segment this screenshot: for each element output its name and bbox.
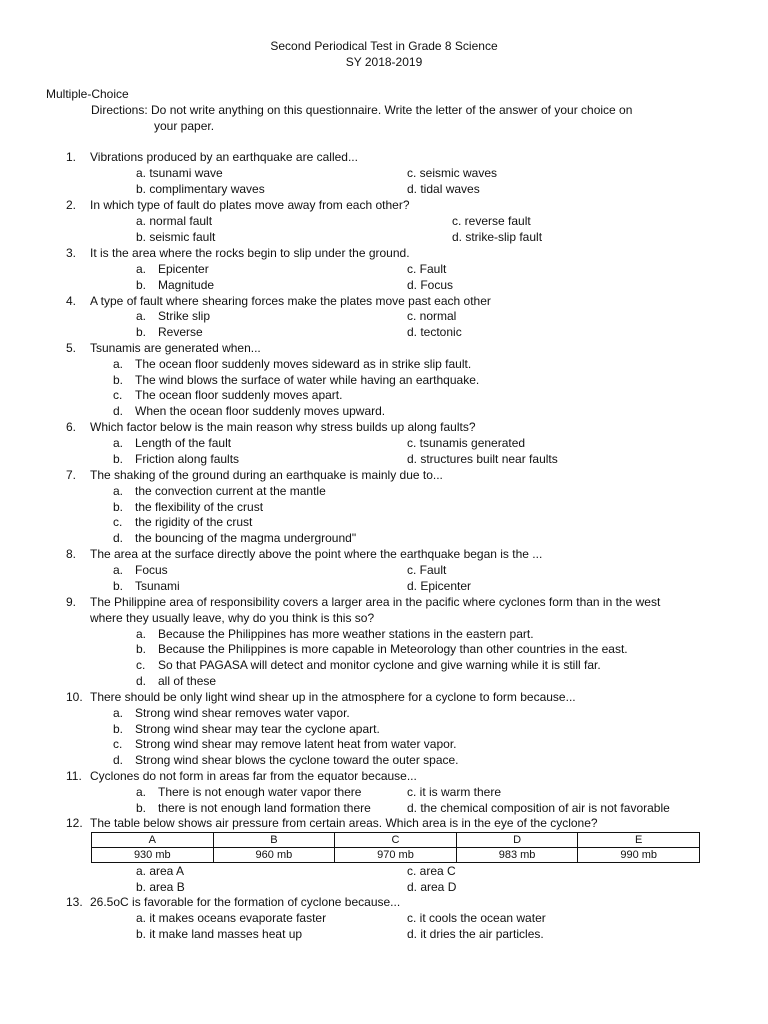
table-cell: 970 mb: [335, 848, 457, 863]
option-text: So that PAGASA will detect and monitor cyclone and give warning while it is still far.: [158, 658, 601, 672]
option-d: d. Epicenter: [407, 579, 472, 593]
question-text: Cyclones do not form in areas far from the equator because...: [90, 769, 417, 783]
option-d: [113, 403, 385, 419]
question-text: The area at the surface directly above the point where the earthquake began is the ...: [90, 547, 543, 561]
option-letter: b.: [113, 722, 124, 736]
option-c: c. it is warm there: [407, 785, 502, 799]
table-cell: 930 mb: [92, 848, 214, 863]
option-letter: a.: [113, 436, 124, 450]
table-header-cell: C: [335, 833, 457, 848]
option-letter: d.: [113, 531, 124, 545]
option-text: the bouncing of the magma underground": [135, 531, 357, 545]
question-text: The table below shows air pressure from certain areas. Which area is in the eye of the cyclone?: [90, 816, 598, 830]
option-text: There is not enough water vapor there: [158, 785, 362, 799]
option-b: [136, 800, 371, 816]
option-text: Strong wind shear may tear the cyclone apart.: [135, 722, 380, 736]
option-b: [136, 324, 203, 340]
option-text: the rigidity of the crust: [135, 515, 253, 529]
option-text: Magnitude: [158, 278, 215, 292]
option-letter: a.: [113, 706, 124, 720]
table-header-cell: A: [92, 833, 214, 848]
option-b: b. seismic fault: [136, 230, 216, 244]
option-d: d. Focus: [407, 278, 454, 292]
question-text: Vibrations produced by an earthquake are called...: [90, 150, 358, 164]
option-letter: a.: [113, 563, 124, 577]
option-d: d. the chemical composition of air is not favorable: [407, 801, 670, 815]
option-text: Friction along faults: [135, 452, 240, 466]
question-number: 5.: [66, 341, 77, 355]
option-c: c. normal: [407, 309, 457, 323]
option-letter: a.: [136, 785, 147, 799]
question-number: 4.: [66, 294, 77, 308]
option-c: [113, 514, 252, 530]
option-letter: d.: [113, 753, 124, 767]
option-letter: a.: [136, 262, 147, 276]
option-letter: a.: [113, 484, 124, 498]
option-c: c. tsunamis generated: [407, 436, 526, 450]
table-header-cell: D: [456, 833, 578, 848]
option-letter: b.: [136, 642, 147, 656]
question-number: 12.: [66, 816, 83, 830]
option-b: b. area B: [136, 880, 185, 894]
question-number: 1.: [66, 150, 77, 164]
option-b: [113, 578, 180, 594]
option-a: [113, 562, 168, 578]
question-number: 11.: [66, 769, 82, 783]
option-d: [113, 752, 459, 768]
table-header-row: [92, 833, 700, 848]
option-text: Strike slip: [158, 309, 211, 323]
option-text: Focus: [135, 563, 168, 577]
option-text: the convection current at the mantle: [135, 484, 326, 498]
option-a: [136, 626, 534, 642]
option-c: c. it cools the ocean water: [407, 911, 546, 925]
question-text: There should be only light wind shear up in the atmosphere for a cyclone to form because...: [90, 690, 576, 704]
option-a: [136, 308, 210, 324]
table-row: [92, 848, 700, 863]
option-text: Because the Philippines is more capable in Meteorology than other countries in the east.: [158, 642, 628, 656]
option-b: [113, 372, 479, 388]
option-a: [113, 483, 326, 499]
question-number: 9.: [66, 595, 77, 609]
option-letter: b.: [113, 500, 124, 514]
option-text: Epicenter: [158, 262, 209, 276]
option-a: [113, 356, 471, 372]
option-letter: b.: [113, 452, 124, 466]
option-text: Length of the fault: [135, 436, 232, 450]
option-text: there is not enough land formation there: [158, 801, 371, 815]
directions-line-2: your paper.: [154, 119, 215, 133]
question-number: 13.: [66, 895, 83, 909]
option-b: [136, 641, 628, 657]
option-text: When the ocean floor suddenly moves upward.: [135, 404, 386, 418]
option-a: [136, 784, 361, 800]
school-year: SY 2018-2019: [345, 55, 423, 69]
option-letter: b.: [113, 373, 124, 387]
option-d: d. it dries the air particles.: [407, 927, 544, 941]
option-text: Strong wind shear blows the cyclone toward the outer space.: [135, 753, 459, 767]
option-b: [113, 451, 239, 467]
option-c: c. Fault: [407, 262, 447, 276]
option-text: Strong wind shear removes water vapor.: [135, 706, 350, 720]
question-number: 7.: [66, 468, 77, 482]
question-text: In which type of fault do plates move away from each other?: [90, 198, 410, 212]
question-text: It is the area where the rocks begin to slip under the ground.: [90, 246, 410, 260]
option-a: [113, 705, 350, 721]
option-d: d. tectonic: [407, 325, 462, 339]
option-letter: d.: [113, 404, 124, 418]
test-title: Second Periodical Test in Grade 8 Science: [270, 39, 498, 53]
option-b: [136, 277, 214, 293]
option-c: c. reverse fault: [452, 214, 531, 228]
option-text: Because the Philippines has more weather stations in the eastern part.: [158, 627, 534, 641]
option-text: Reverse: [158, 325, 203, 339]
question-number: 2.: [66, 198, 77, 212]
section-label: Multiple-Choice: [46, 87, 129, 101]
option-b: b. it make land masses heat up: [136, 927, 303, 941]
table-cell: 960 mb: [213, 848, 335, 863]
option-text: The ocean floor suddenly moves sideward as in strike slip fault.: [135, 357, 472, 371]
option-d: d. strike-slip fault: [452, 230, 543, 244]
question-number: 6.: [66, 420, 77, 434]
question-text: The Philippine area of responsibility covers a larger area in the pacific where cyclones form than in the west: [90, 595, 661, 609]
option-b: [113, 721, 380, 737]
option-c: c. area C: [407, 864, 456, 878]
option-c: [113, 736, 457, 752]
option-letter: d.: [136, 674, 147, 688]
option-text: The wind blows the surface of water while having an earthquake.: [135, 373, 480, 387]
option-letter: a.: [113, 357, 124, 371]
question-number: 10.: [66, 690, 83, 704]
table-header-cell: B: [213, 833, 335, 848]
option-text: Strong wind shear may remove latent heat from water vapor.: [135, 737, 457, 751]
option-d: d. area D: [407, 880, 457, 894]
option-letter: b.: [136, 278, 147, 292]
option-d: [136, 673, 216, 689]
option-b: [113, 499, 263, 515]
table-cell: 990 mb: [578, 848, 700, 863]
option-c: c. Fault: [407, 563, 447, 577]
question-number: 8.: [66, 547, 77, 561]
option-c: c. seismic waves: [407, 166, 498, 180]
option-text: all of these: [158, 674, 217, 688]
question-number: 3.: [66, 246, 77, 260]
question-text-continued: where they usually leave, why do you think is this so?: [90, 611, 375, 625]
option-text: the flexibility of the crust: [135, 500, 264, 514]
option-letter: c.: [113, 737, 123, 751]
option-letter: c.: [136, 658, 146, 672]
question-text: A type of fault where shearing forces make the plates move past each other: [90, 294, 491, 308]
option-a: a. normal fault: [136, 214, 213, 228]
directions-line-1: Directions: Do not write anything on this questionnaire. Write the letter of the answer of your choice on: [91, 103, 633, 117]
option-a: a. it makes oceans evaporate faster: [136, 911, 327, 925]
option-letter: a.: [136, 627, 147, 641]
option-b: b. complimentary waves: [136, 182, 265, 196]
option-text: The ocean floor suddenly moves apart.: [135, 388, 343, 402]
option-d: d. structures built near faults: [407, 452, 558, 466]
option-letter: c.: [113, 388, 123, 402]
option-d: [113, 530, 356, 546]
question-text: The shaking of the ground during an earthquake is mainly due to...: [90, 468, 443, 482]
question-text: Tsunamis are generated when...: [90, 341, 261, 355]
option-letter: a.: [136, 309, 147, 323]
option-text: Tsunami: [135, 579, 180, 593]
option-letter: b.: [136, 801, 147, 815]
option-c: [113, 387, 342, 403]
question-text: 26.5oC is favorable for the formation of cyclone because...: [90, 895, 401, 909]
option-letter: c.: [113, 515, 123, 529]
table-cell: 983 mb: [456, 848, 578, 863]
air-pressure-table: [91, 832, 700, 863]
option-a: a. area A: [136, 864, 185, 878]
option-letter: b.: [113, 579, 124, 593]
option-c: [136, 657, 601, 673]
option-a: a. tsunami wave: [136, 166, 223, 180]
table-header-cell: E: [578, 833, 700, 848]
question-text: Which factor below is the main reason why stress builds up along faults?: [90, 420, 476, 434]
option-letter: b.: [136, 325, 147, 339]
option-d: d. tidal waves: [407, 182, 480, 196]
option-a: [136, 261, 209, 277]
option-a: [113, 435, 231, 451]
